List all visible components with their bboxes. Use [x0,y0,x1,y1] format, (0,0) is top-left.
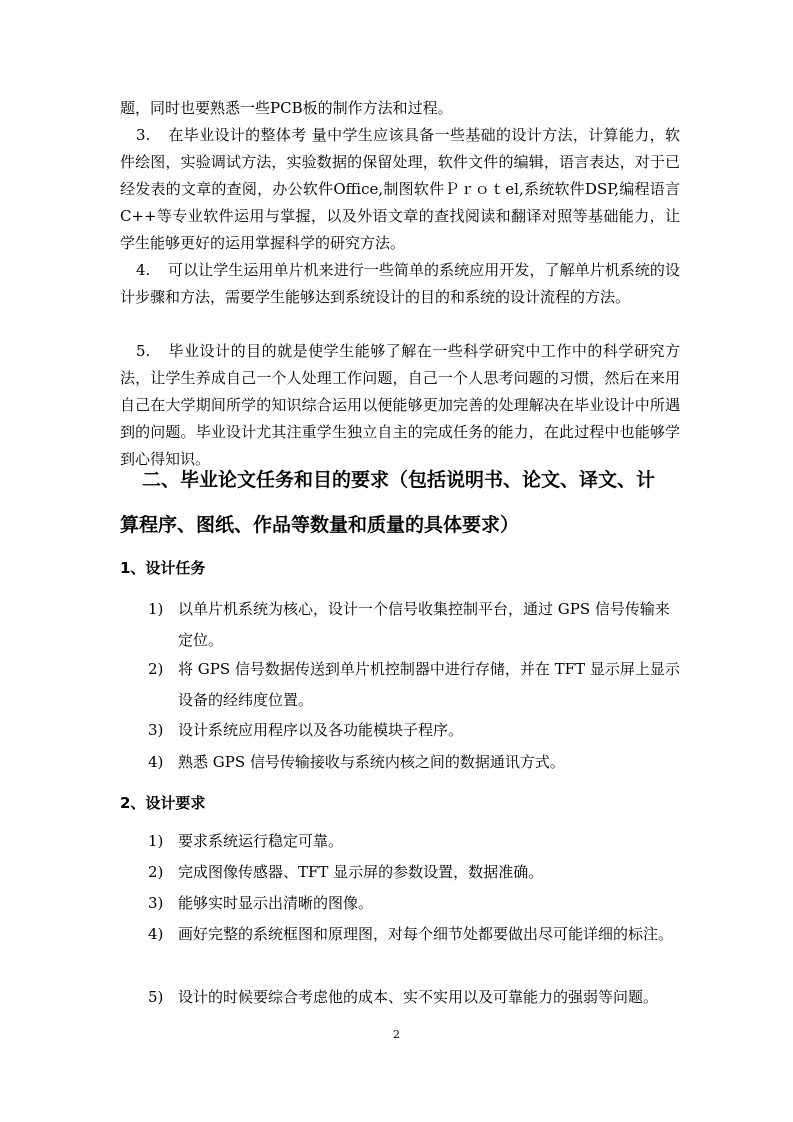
item-number: 2) [148,863,164,881]
point-text: 毕业设计的目的就是使学生能够了解在一些科学研究中工作中的科学研究方法，让学生养成自己一个人处理工作问题，自己一个人思考问题的习惯，然后在来用自己在大学期间所学的知识综合运用以便能够更加完善的处理解决在毕业设计中所遇到的问题。毕业设计尤其注重学生独立自主的完成任务的能力，在此过程中也能够学到心得知识。 [120,342,680,468]
point-text: 可以让学生运用单片机来进行一些简单的系统应用开发，了解单片机系统的设计步骤和方法，需要学生能够达到系统设计的目的和系统的设计流程的方法。 [120,261,680,306]
item-number: 1) [148,600,164,618]
item-text: 完成图像传感器、TFT 显示屏的参数设置，数据准确。 [178,863,544,881]
item-text: 能够实时显示出清晰的图像。 [178,894,374,912]
point-number: 5. [136,342,151,360]
point-text: 在毕业设计的整体考 量中学生应该具备一些基础的设计方法，计算能力，软件绘图，实验调试方法，实验数据的保留处理，软件文件的编辑，语言表达，对于已经发表的文章的查阅，办公软件Office,制图软件Ｐｒｏｔel,系统软件DSP,编程语言C++等专业软件运用与掌握，以及外语文章的查找阅读和翻译对照等基础能力，让学生能够更好的运用掌握科学的研究方法。 [120,126,680,252]
task-item-3 [148,715,680,746]
item-number: 2) [148,660,164,678]
section-heading-line1: 二、毕业论文任务和目的要求（包括说明书、论文、译文、计 [142,469,656,491]
item-number: 4) [148,753,164,771]
item-text: 设计的时候要综合考虑他的成本、实不实用以及可靠能力的强弱等问题。 [178,988,659,1006]
requirement-item-4 [148,919,680,950]
point-paragraph-5 [120,338,680,473]
task-item-4 [148,747,680,778]
item-text: 将 GPS 信号数据传送到单片机控制器中进行存储，并在 TFT 显示屏上显示设备的经纬度位置。 [178,660,680,709]
item-number: 4) [148,925,164,943]
requirement-item-1 [148,826,680,857]
point-paragraph-3 [120,122,680,257]
requirement-item-3 [148,888,680,919]
item-text: 以单片机系统为核心，设计一个信号收集控制平台，通过 GPS 信号传输来定位。 [178,600,670,649]
section-heading [120,458,680,548]
item-number: 5) [148,988,164,1006]
intro-text: 题，同时也要熟悉一些PCB板的制作方法和过程。 [120,99,453,117]
item-number: 1) [148,832,164,850]
task-title: 1、设计任务 [120,559,206,577]
requirement-item-2 [148,857,680,888]
requirements-title: 2、设计要求 [120,794,206,812]
task-item-2 [148,654,680,716]
item-number: 3) [148,721,164,739]
task-item-1 [148,594,680,656]
item-text: 画好完整的系统框图和原理图，对每个细节处都要做出尽可能详细的标注。 [178,925,674,943]
item-text: 要求系统运行稳定可靠。 [178,832,344,850]
item-number: 3) [148,894,164,912]
page-number: 2 [393,1028,400,1041]
point-number: 3. [136,126,151,144]
intro-paragraph [120,95,680,122]
item-text: 熟悉 GPS 信号传输接收与系统内核之间的数据通讯方式。 [178,753,565,771]
section-heading-line2: 算程序、图纸、作品等数量和质量的具体要求） [120,514,520,536]
item-text: 设计系统应用程序以及各功能模块子程序。 [178,721,464,739]
point-paragraph-4 [120,257,680,311]
requirement-item-5 [148,982,680,1013]
point-number: 4. [136,261,151,279]
